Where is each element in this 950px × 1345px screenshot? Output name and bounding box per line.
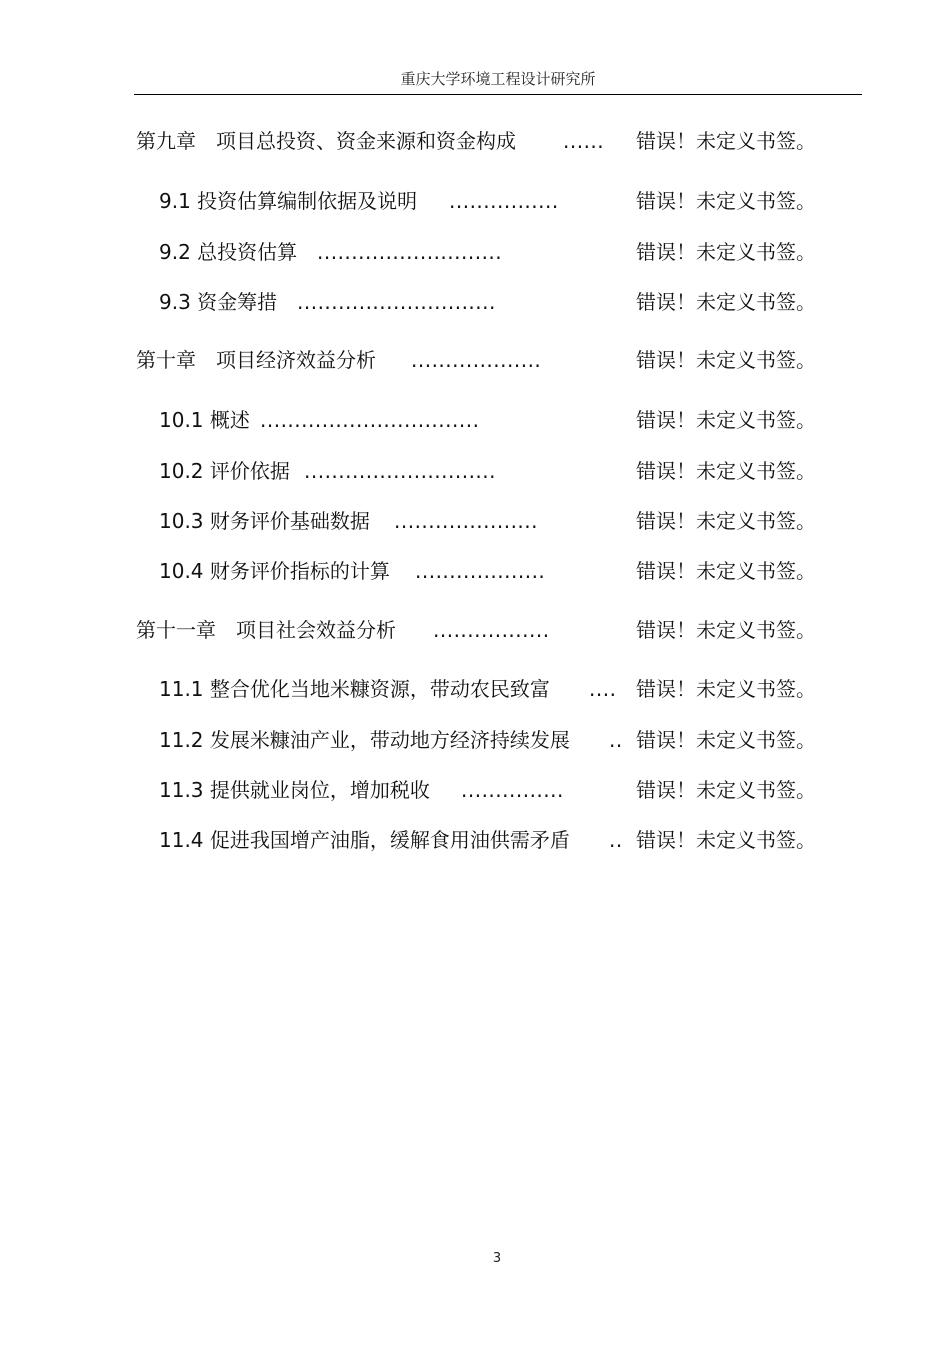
toc-entry-title: 10.1 概述 (159, 408, 250, 432)
toc-entry-10-1[interactable] (0, 405, 950, 435)
toc-page-reference: 错误！未定义书签。 (636, 129, 816, 153)
toc-leader-dots: ................... (415, 559, 546, 583)
toc-page-reference: 错误！未定义书签。 (636, 290, 816, 314)
toc-leader-dots: ................ (449, 189, 559, 213)
toc-page-reference: 错误！未定义书签。 (636, 509, 816, 533)
toc-page-reference: 错误！未定义书签。 (636, 559, 816, 583)
toc-entry-11-2[interactable] (0, 725, 950, 755)
toc-entry-title: 9.3 资金筹措 (159, 290, 278, 314)
toc-leader-dots: ............................. (297, 290, 496, 314)
toc-leader-dots: ........................... (317, 240, 503, 264)
toc-leader-dots: ............... (461, 778, 564, 802)
toc-entry-title: 11.1 整合优化当地米糠资源，带动农民致富 (159, 677, 550, 701)
toc-entry-title: 10.2 评价依据 (159, 459, 290, 483)
toc-entry-title: 第九章 项目总投资、资金来源和资金构成 (136, 129, 516, 153)
toc-entry-title: 9.1 投资估算编制依据及说明 (159, 189, 418, 213)
toc-page-reference: 错误！未定义书签。 (636, 459, 816, 483)
toc-leader-dots: ............................ (304, 459, 497, 483)
toc-entry-10-3[interactable] (0, 506, 950, 536)
header-divider (134, 94, 862, 95)
toc-page-reference: 错误！未定义书签。 (636, 778, 816, 802)
toc-entry-chapter-10[interactable] (0, 345, 950, 375)
toc-entry-11-1[interactable] (0, 674, 950, 704)
toc-entry-title: 10.4 财务评价指标的计算 (159, 559, 390, 583)
toc-page-reference: 错误！未定义书签。 (636, 408, 816, 432)
toc-page-reference: 错误！未定义书签。 (636, 728, 816, 752)
toc-entry-chapter-11[interactable] (0, 615, 950, 645)
toc-page-reference: 错误！未定义书签。 (636, 618, 816, 642)
toc-page-reference: 错误！未定义书签。 (636, 189, 816, 213)
toc-page-reference: 错误！未定义书签。 (636, 677, 816, 701)
toc-entry-10-2[interactable] (0, 456, 950, 486)
toc-leader-dots: .. (609, 828, 623, 852)
toc-entry-title: 11.3 提供就业岗位，增加税收 (159, 778, 430, 802)
toc-page-reference: 错误！未定义书签。 (636, 348, 816, 372)
toc-entry-9-2[interactable] (0, 237, 950, 267)
toc-leader-dots: .... (589, 677, 617, 701)
toc-entry-11-3[interactable] (0, 775, 950, 805)
toc-entry-title: 第十一章 项目社会效益分析 (136, 618, 396, 642)
toc-entry-title: 11.4 促进我国增产油脂，缓解食用油供需矛盾 (159, 828, 570, 852)
toc-entry-title: 9.2 总投资估算 (159, 240, 298, 264)
toc-leader-dots: ...... (563, 129, 605, 153)
toc-entry-title: 第十章 项目经济效益分析 (136, 348, 376, 372)
page-header: 重庆大学环境工程设计研究所 (400, 70, 596, 88)
toc-entry-title: 10.3 财务评价基础数据 (159, 509, 370, 533)
toc-leader-dots: .. (609, 728, 623, 752)
toc-leader-dots: ................. (433, 618, 550, 642)
toc-page-reference: 错误！未定义书签。 (636, 828, 816, 852)
toc-entry-11-4[interactable] (0, 825, 950, 855)
toc-entry-title: 11.2 发展米糠油产业，带动地方经济持续发展 (159, 728, 570, 752)
toc-entry-10-4[interactable] (0, 556, 950, 586)
toc-leader-dots: ................................ (260, 408, 480, 432)
toc-entry-chapter-9[interactable] (0, 126, 950, 156)
toc-page-reference: 错误！未定义书签。 (636, 240, 816, 264)
toc-entry-9-1[interactable] (0, 186, 950, 216)
page-number: 3 (492, 1251, 502, 1266)
toc-leader-dots: ................... (411, 348, 542, 372)
toc-entry-9-3[interactable] (0, 287, 950, 317)
toc-leader-dots: ..................... (394, 509, 539, 533)
